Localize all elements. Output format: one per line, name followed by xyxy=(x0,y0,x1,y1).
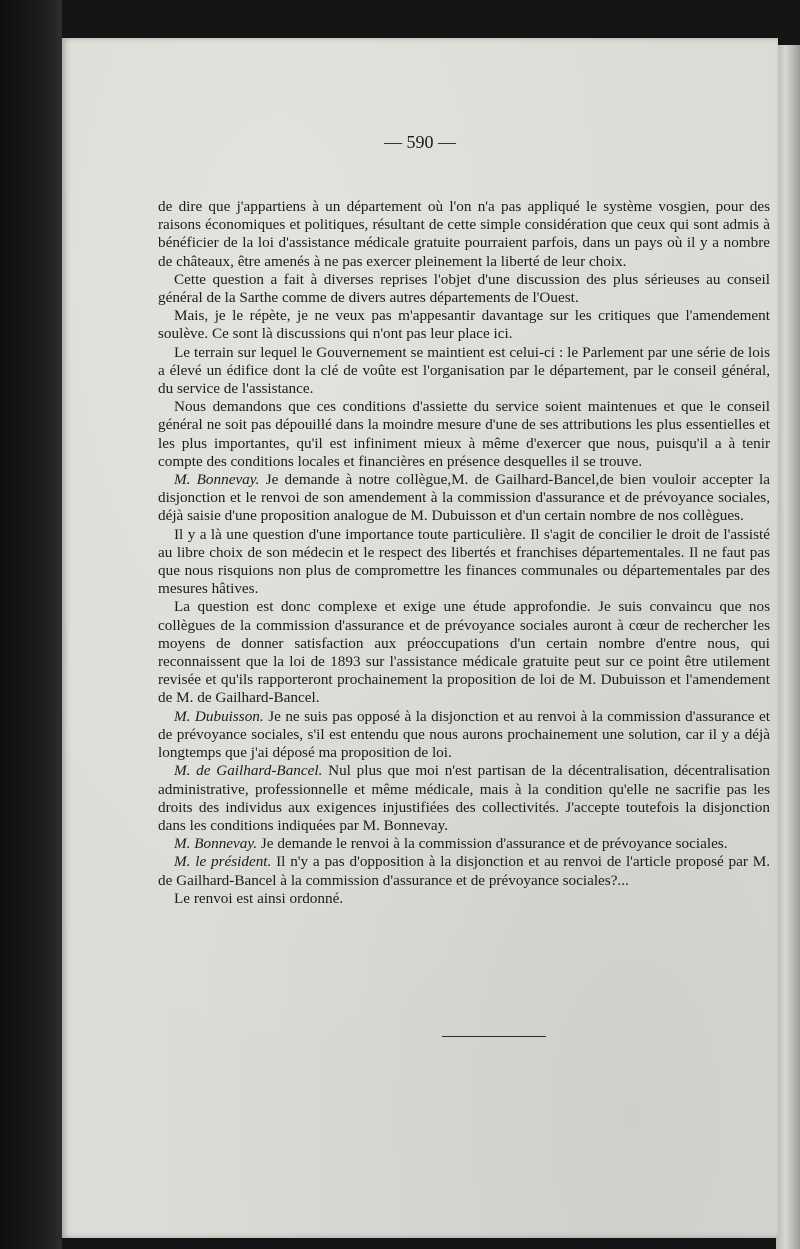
paragraph xyxy=(158,271,770,307)
speaker-name: M. le président. xyxy=(174,853,272,871)
speaker-name: M. Dubuisson. xyxy=(174,707,264,725)
speaker-name: M. Bonnevay. xyxy=(174,471,260,489)
document-page xyxy=(62,38,778,1238)
page-number: — 590 — xyxy=(384,132,456,152)
paragraph xyxy=(158,471,770,526)
speaker-name: M. Bonnevay. xyxy=(174,835,258,853)
paragraph xyxy=(158,708,770,763)
paragraph xyxy=(158,598,770,707)
paragraph-text: de dire que j'appartiens à un département où l'on n'a pas appliqué le système vosgien, pour des raisons économiques et politiques, résultant de cette simple considération que ceux qui sont admis à bénéficier de la loi d'assistance médicale gratuite pourraient parfois, dans un pays où il y a nombre de châteaux, être amenés à ne pas exercer pleinement la liberté de leur choix. xyxy=(158,198,770,270)
scan-page-edge xyxy=(776,45,800,1249)
paragraph-text: Le renvoi est ainsi ordonné. xyxy=(174,889,344,907)
paragraph-text: Je demande à notre collègue,M. de Gailhard-Bancel,de bien vouloir accepter la disjonction et le renvoi de son amendement à la commission d'assurance et de prévoyance sociales, déjà saisie d'une proposition analogue de M. Dubuisson et d'un certain nombre de nos collègues. xyxy=(158,471,770,525)
paragraph xyxy=(158,526,770,599)
paragraph-text: Nul plus que moi n'est partisan de la décentralisation, décentralisation administrative, professionnelle et même médicale, mais à la condition qu'elle ne sacrifie pas les droits des individus aux exigences injustifiées des collectivités. J'accepte toutefois la disjonction dans les conditions indiquées par M. Bonnevay. xyxy=(158,762,770,834)
paragraph xyxy=(158,853,770,889)
paragraph-text: Mais, je le répète, je ne veux pas m'appesantir davantage sur les critiques que l'amendement soulève. Ce sont là discussions qui n'ont pas leur place ici. xyxy=(158,307,770,343)
paragraph xyxy=(158,344,770,399)
paragraph xyxy=(158,835,770,853)
paragraph-text: Je demande le renvoi à la commission d'assurance et de prévoyance sociales. xyxy=(260,835,728,853)
body-text xyxy=(158,198,770,908)
paragraph xyxy=(158,762,770,835)
paragraph-text: Il n'y a pas d'opposition à la disjonction et au renvoi de l'article proposé par M. de Gailhard-Bancel à la commission d'assurance et de prévoyance sociales?... xyxy=(158,853,771,889)
paragraph-text: Je ne suis pas opposé à la disjonction et au renvoi à la commission d'assurance et de prévoyance sociales, s'il est entendu que nous aurons prochainement une solution, car il y a déjà longtemps que j'ai déposé ma proposition de loi. xyxy=(158,707,770,762)
paragraph-text: Nous demandons que ces conditions d'assiette du service soient maintenues et que le conseil général ne soit pas dépouillé dans la moindre mesure d'une de ses attributions les plus essentielles et les plus importantes, qu'il est infiniment mieux à même d'exercer que nous, puisqu'il a à tenir compte des conditions locales et financières en présence desquelles il se trouve. xyxy=(158,398,770,470)
section-rule xyxy=(442,1036,546,1037)
paragraph xyxy=(158,890,770,908)
paragraph xyxy=(158,198,770,271)
scan-left-shadow xyxy=(0,0,62,1249)
paragraph-text: La question est donc complexe et exige une étude approfondie. Je suis convaincu que nos collègues de la commission d'assurance et de prévoyance sociales auront à cœur de rechercher les moyens de donner satisfaction aux préoccupations d'un certain nombre d'entre nous, qui reconnaissent que la loi de 1893 sur l'assistance médicale gratuite peut sur ce point être utilement revisée et qu'ils rapporteront prochainement la proposition de loi de M. Dubuisson et l'amendement de M. de Gailhard-Bancel. xyxy=(158,598,770,707)
paragraph-text: Cette question a fait à diverses reprises l'objet d'une discussion des plus sérieuses au conseil général de la Sarthe comme de divers autres départements de l'Ouest. xyxy=(158,270,770,307)
speaker-name: M. de Gailhard-Bancel. xyxy=(174,762,323,780)
paragraph-text: Il y a là une question d'une importance toute particulière. Il s'agit de concilier le droit de l'assisté au libre choix de son médecin et le respect des libertés et franchises départementales. Il ne faut pas que nous risquions non plus de compromettre les finances communales ou départementales par des mesures hâtives. xyxy=(158,525,770,598)
paragraph xyxy=(158,307,770,343)
paragraph xyxy=(158,398,770,471)
paragraph-text: Le terrain sur lequel le Gouvernement se maintient est celui-ci : le Parlement par une série de lois a élevé un édifice dont la clé de voûte est l'organisation par le département, par le conseil général, du service de l'assistance. xyxy=(158,343,770,398)
